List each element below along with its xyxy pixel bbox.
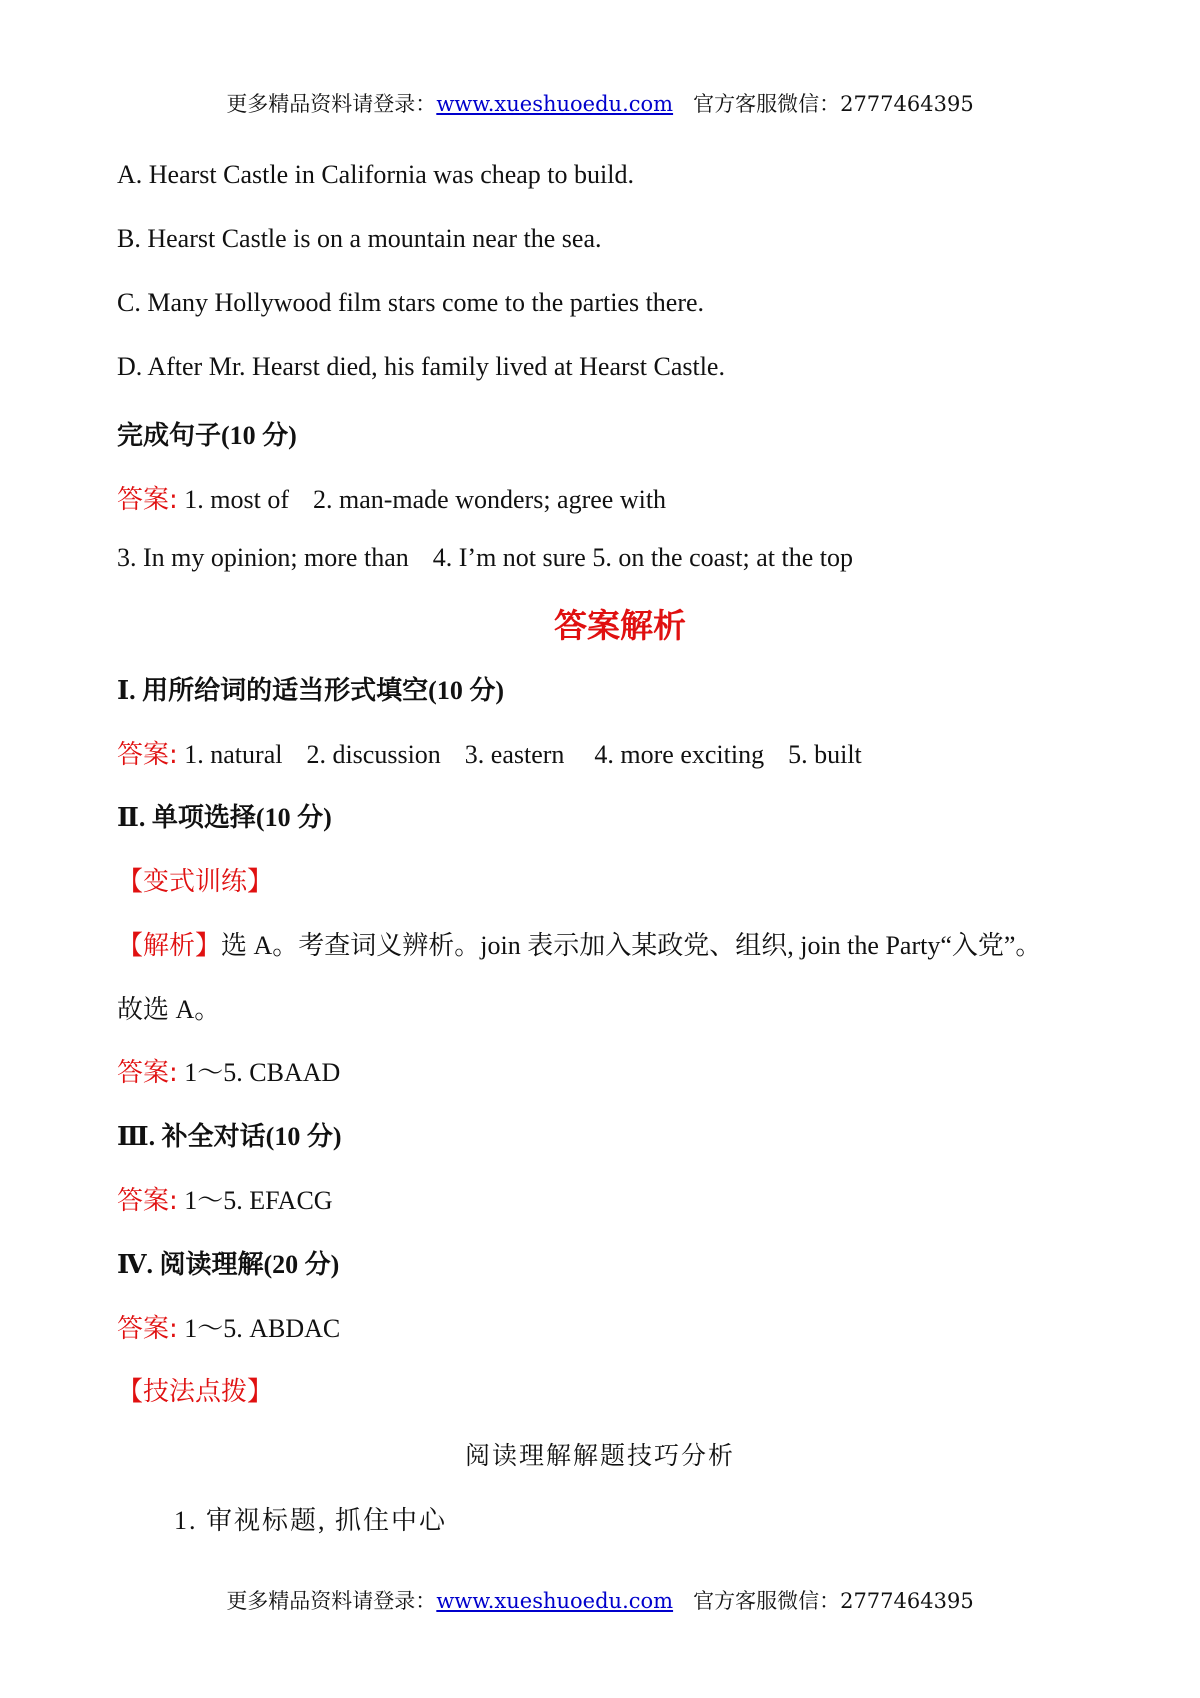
tips-label: 【技法点拨】 [117, 1377, 274, 1407]
complete-sentences-answer-line1 [117, 479, 666, 516]
option-b: B. Hearst Castle is on a mountain near the sea. [117, 224, 602, 253]
option-a: A. Hearst Castle in California was cheap to build. [117, 160, 634, 189]
section1-answer [117, 734, 862, 771]
tips-point-1: 1. 审视标题, 抓住中心 [174, 1506, 448, 1535]
section2-analysis-cont: 故选 A。 [117, 995, 221, 1024]
answer-text: 1～5. CBAAD [184, 1058, 341, 1087]
analysis-text: 选 A。考查词义辨析。join 表示加入某政党、组织, join the Party“入党”。 [221, 931, 1042, 960]
footer-service: 官方客服微信：2777464395 [693, 1589, 974, 1613]
footer-prefix: 更多精品资料请登录： [226, 1589, 437, 1613]
section3-heading: Ⅲ. 补全对话(10 分) [117, 1122, 342, 1151]
variant-training-label: 【变式训练】 [117, 867, 274, 897]
tips-subtitle: 阅读理解解题技巧分析 [464, 1443, 735, 1470]
section1-heading: Ⅰ. 用所给词的适当形式填空(10 分) [117, 676, 504, 705]
section2-answer [117, 1052, 340, 1089]
answer-label: 答案: [117, 740, 178, 770]
section4-answer [117, 1308, 340, 1345]
answer-text: 3. In my opinion; more than [117, 543, 409, 572]
header-link[interactable]: www.xueshuoedu.com [436, 92, 674, 116]
answer-item: 3. eastern [464, 740, 565, 769]
option-d: D. After Mr. Hearst died, his family lived at Hearst Castle. [117, 352, 725, 381]
answer-label: 答案: [117, 1186, 178, 1216]
header-prefix: 更多精品资料请登录： [226, 92, 437, 116]
answer-text: 1～5. EFACG [184, 1186, 333, 1215]
section4-heading: Ⅳ. 阅读理解(20 分) [117, 1250, 340, 1279]
analysis-title: 答案解析 [554, 606, 686, 645]
answer-label: 答案: [117, 485, 178, 515]
answer-label: 答案: [117, 1314, 178, 1344]
option-c: C. Many Hollywood film stars come to the parties there. [117, 288, 705, 317]
answer-item: 1. natural [184, 740, 283, 769]
answer-item: 2. discussion [306, 740, 441, 769]
section2-analysis [117, 925, 1041, 962]
complete-sentences-heading: 完成句子(10 分) [117, 421, 297, 450]
footer-link[interactable]: www.xueshuoedu.com [436, 1589, 674, 1613]
answer-text: 4. I’m not sure 5. on the coast; at the top [432, 543, 853, 572]
section3-answer [117, 1180, 333, 1217]
section2-heading: Ⅱ. 单项选择(10 分) [117, 803, 332, 832]
answer-label: 答案: [117, 1058, 178, 1088]
answer-text: 2. man-made wonders; agree with [313, 485, 667, 514]
header-service: 官方客服微信：2777464395 [693, 92, 974, 116]
page-footer [0, 1585, 1200, 1615]
answer-item: 4. more exciting [594, 740, 765, 769]
answer-text: 1～5. ABDAC [184, 1314, 341, 1343]
answer-text: 1. most of [184, 485, 289, 514]
analysis-label: 【解析】 [117, 931, 222, 961]
complete-sentences-answer-line2 [117, 543, 853, 573]
answer-item: 5. built [788, 740, 862, 769]
page-header [0, 88, 1200, 118]
